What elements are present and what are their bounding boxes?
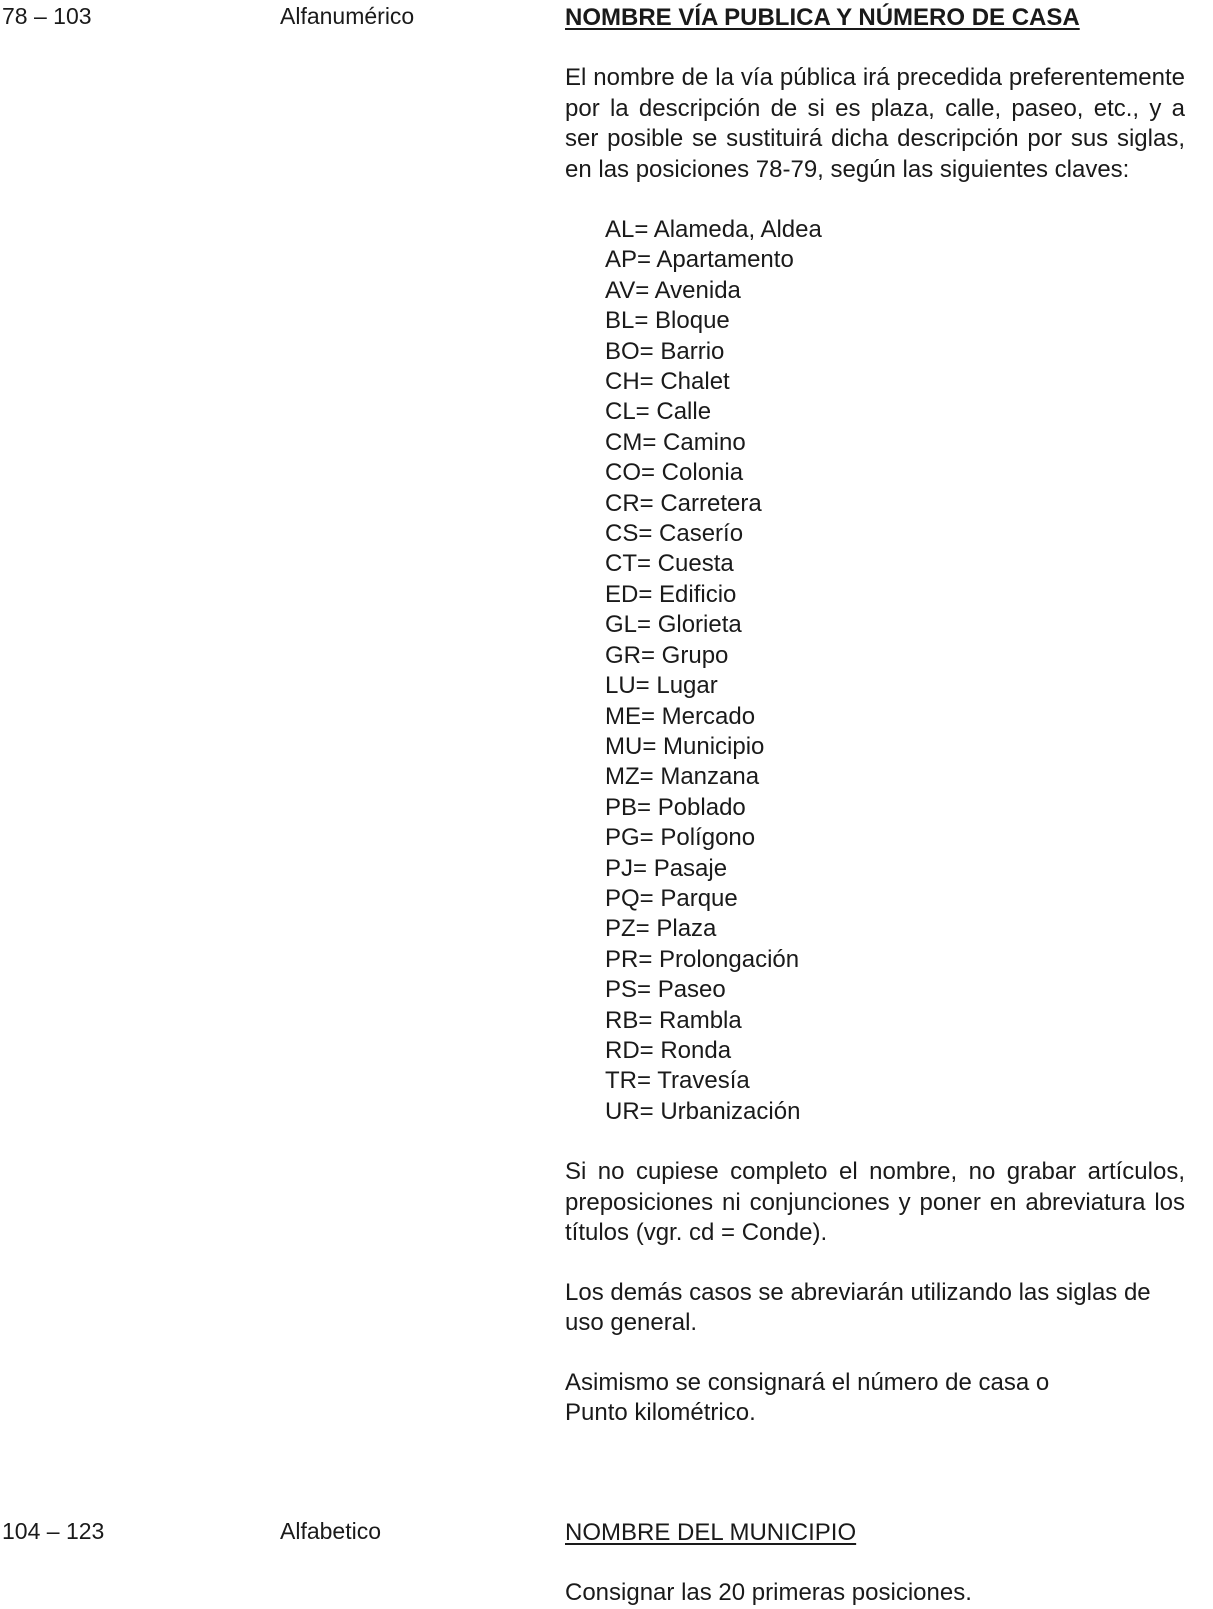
field-description <box>565 1518 1185 1609</box>
field-type: Alfanumérico <box>280 3 415 29</box>
street-code-item: GR= Grupo <box>605 641 729 669</box>
street-code-item: RB= Rambla <box>605 1006 742 1034</box>
house-number-line-2: Punto kilométrico. <box>565 1399 756 1427</box>
street-code-item: LU= Lugar <box>605 672 718 700</box>
street-code-item: CR= Carretera <box>605 489 762 517</box>
street-code-item: ED= Edificio <box>605 580 737 608</box>
municipio-instruction: Consignar las 20 primeras posiciones. <box>565 1579 972 1606</box>
street-code-item: PJ= Pasaje <box>605 854 728 882</box>
street-code-item: CO= Colonia <box>605 459 744 487</box>
street-code-item: MU= Municipio <box>605 732 765 760</box>
field-type: Alfabetico <box>280 1518 382 1544</box>
street-code-item: PG= Polígono <box>605 824 756 852</box>
street-code-item: PB= Poblado <box>605 793 746 821</box>
street-code-item: RD= Ronda <box>605 1036 732 1064</box>
intro-paragraph: El nombre de la vía pública irá precedida preferentemente por la descripción de si es plaza, calle, paseo, etc., y a ser posible se sustituirá dicha descripción por sus siglas, en las posiciones 78-79, según las siguientes claves: <box>565 64 1185 183</box>
field-title: NOMBRE DEL MUNICIPIO <box>565 1519 857 1546</box>
field-title: NOMBRE VÍA PUBLICA Y NÚMERO DE CASA <box>565 4 1080 31</box>
street-code-item: UR= Urbanización <box>605 1097 801 1125</box>
street-code-item: CM= Camino <box>605 428 746 456</box>
street-code-item: PR= Prolongación <box>605 945 800 973</box>
street-code-item: PQ= Parque <box>605 884 738 912</box>
house-number-line-1: Asimismo se consignará el número de casa o <box>565 1368 1050 1396</box>
street-code-item: CL= Calle <box>605 398 712 426</box>
street-type-code-list <box>565 215 1185 1127</box>
street-code-item: AP= Apartamento <box>605 246 794 274</box>
street-code-item: BO= Barrio <box>605 337 725 365</box>
street-code-item: AV= Avenida <box>605 276 741 304</box>
street-code-item: TR= Travesía <box>605 1067 750 1095</box>
street-code-item: PS= Paseo <box>605 976 726 1004</box>
street-code-item: ME= Mercado <box>605 702 756 730</box>
field-positions: 104 – 123 <box>2 1518 105 1544</box>
street-code-item: MZ= Manzana <box>605 763 760 791</box>
street-code-item: AL= Alameda, Aldea <box>605 216 822 243</box>
house-number-paragraph <box>565 1368 1185 1429</box>
street-code-item: CH= Chalet <box>605 368 730 396</box>
street-code-item: GL= Glorieta <box>605 611 742 639</box>
field-positions: 78 – 103 <box>2 3 92 29</box>
general-abbreviation-paragraph: Los demás casos se abreviarán utilizando las siglas de uso general. <box>565 1278 1151 1337</box>
street-code-item: CS= Caserío <box>605 520 744 548</box>
field-description <box>565 3 1185 1429</box>
street-code-item: CT= Cuesta <box>605 550 734 578</box>
street-code-item: PZ= Plaza <box>605 915 717 943</box>
street-code-item: BL= Bloque <box>605 307 730 335</box>
abbreviation-paragraph: Si no cupiese completo el nombre, no grabar artículos, preposiciones ni conjunciones y poner en abreviatura los títulos (vgr. cd = Conde). <box>565 1158 1185 1247</box>
